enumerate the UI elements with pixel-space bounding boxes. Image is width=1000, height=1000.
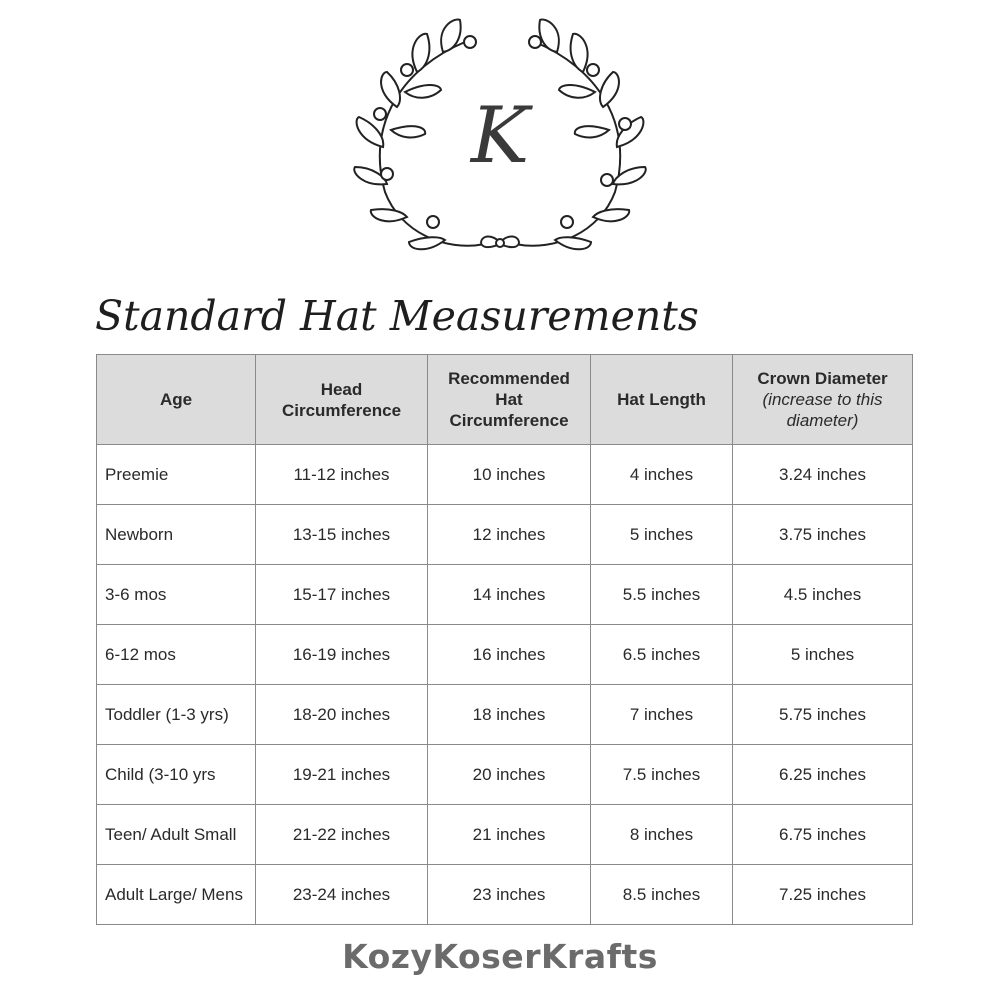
monogram: K <box>470 91 530 181</box>
table-row <box>97 445 913 505</box>
cell-recommended: 14 inches <box>428 565 591 625</box>
cell-head: 15-17 inches <box>256 565 428 625</box>
cell-head: 23-24 inches <box>256 865 428 925</box>
cell-age: Teen/ Adult Small <box>97 805 256 865</box>
brand-footer: KozyKoserKrafts <box>342 937 658 976</box>
hat-measurements-table <box>96 354 913 925</box>
cell-head: 13-15 inches <box>256 505 428 565</box>
cell-head: 16-19 inches <box>256 625 428 685</box>
cell-length: 7.5 inches <box>591 745 733 805</box>
cell-crown: 6.75 inches <box>733 805 913 865</box>
header-crown-diameter-note: (increase to this diameter) <box>762 390 883 430</box>
cell-age: Child (3-10 yrs <box>97 745 256 805</box>
cell-crown: 5.75 inches <box>733 685 913 745</box>
cell-head: 18-20 inches <box>256 685 428 745</box>
page-title: Standard Hat Measurements <box>95 292 699 340</box>
cell-length: 4 inches <box>591 445 733 505</box>
cell-age: 3-6 mos <box>97 565 256 625</box>
table-row <box>97 685 913 745</box>
table-header-row <box>97 355 913 445</box>
table-row <box>97 565 913 625</box>
header-head-circumference: Head Circumference <box>256 355 428 445</box>
cell-crown: 4.5 inches <box>733 565 913 625</box>
table-row <box>97 745 913 805</box>
header-recommended-circumference: Recommended Hat Circumference <box>428 355 591 445</box>
cell-length: 6.5 inches <box>591 625 733 685</box>
header-age: Age <box>97 355 256 445</box>
cell-crown: 3.24 inches <box>733 445 913 505</box>
cell-head: 19-21 inches <box>256 745 428 805</box>
cell-age: Newborn <box>97 505 256 565</box>
cell-head: 21-22 inches <box>256 805 428 865</box>
cell-recommended: 16 inches <box>428 625 591 685</box>
cell-length: 7 inches <box>591 685 733 745</box>
cell-recommended: 21 inches <box>428 805 591 865</box>
cell-length: 5.5 inches <box>591 565 733 625</box>
cell-age: Toddler (1-3 yrs) <box>97 685 256 745</box>
table-row <box>97 805 913 865</box>
cell-head: 11-12 inches <box>256 445 428 505</box>
header-crown-diameter <box>733 355 913 445</box>
cell-crown: 6.25 inches <box>733 745 913 805</box>
cell-age: Adult Large/ Mens <box>97 865 256 925</box>
cell-crown: 3.75 inches <box>733 505 913 565</box>
cell-recommended: 23 inches <box>428 865 591 925</box>
cell-recommended: 10 inches <box>428 445 591 505</box>
cell-length: 5 inches <box>591 505 733 565</box>
cell-length: 8.5 inches <box>591 865 733 925</box>
cell-recommended: 18 inches <box>428 685 591 745</box>
table-row <box>97 625 913 685</box>
cell-crown: 7.25 inches <box>733 865 913 925</box>
floral-wreath-logo <box>345 12 655 267</box>
cell-age: 6-12 mos <box>97 625 256 685</box>
header-hat-length: Hat Length <box>591 355 733 445</box>
cell-length: 8 inches <box>591 805 733 865</box>
header-crown-diameter-label: Crown Diameter <box>757 369 888 388</box>
cell-recommended: 12 inches <box>428 505 591 565</box>
cell-crown: 5 inches <box>733 625 913 685</box>
cell-age: Preemie <box>97 445 256 505</box>
table-row <box>97 865 913 925</box>
cell-recommended: 20 inches <box>428 745 591 805</box>
table-row <box>97 505 913 565</box>
